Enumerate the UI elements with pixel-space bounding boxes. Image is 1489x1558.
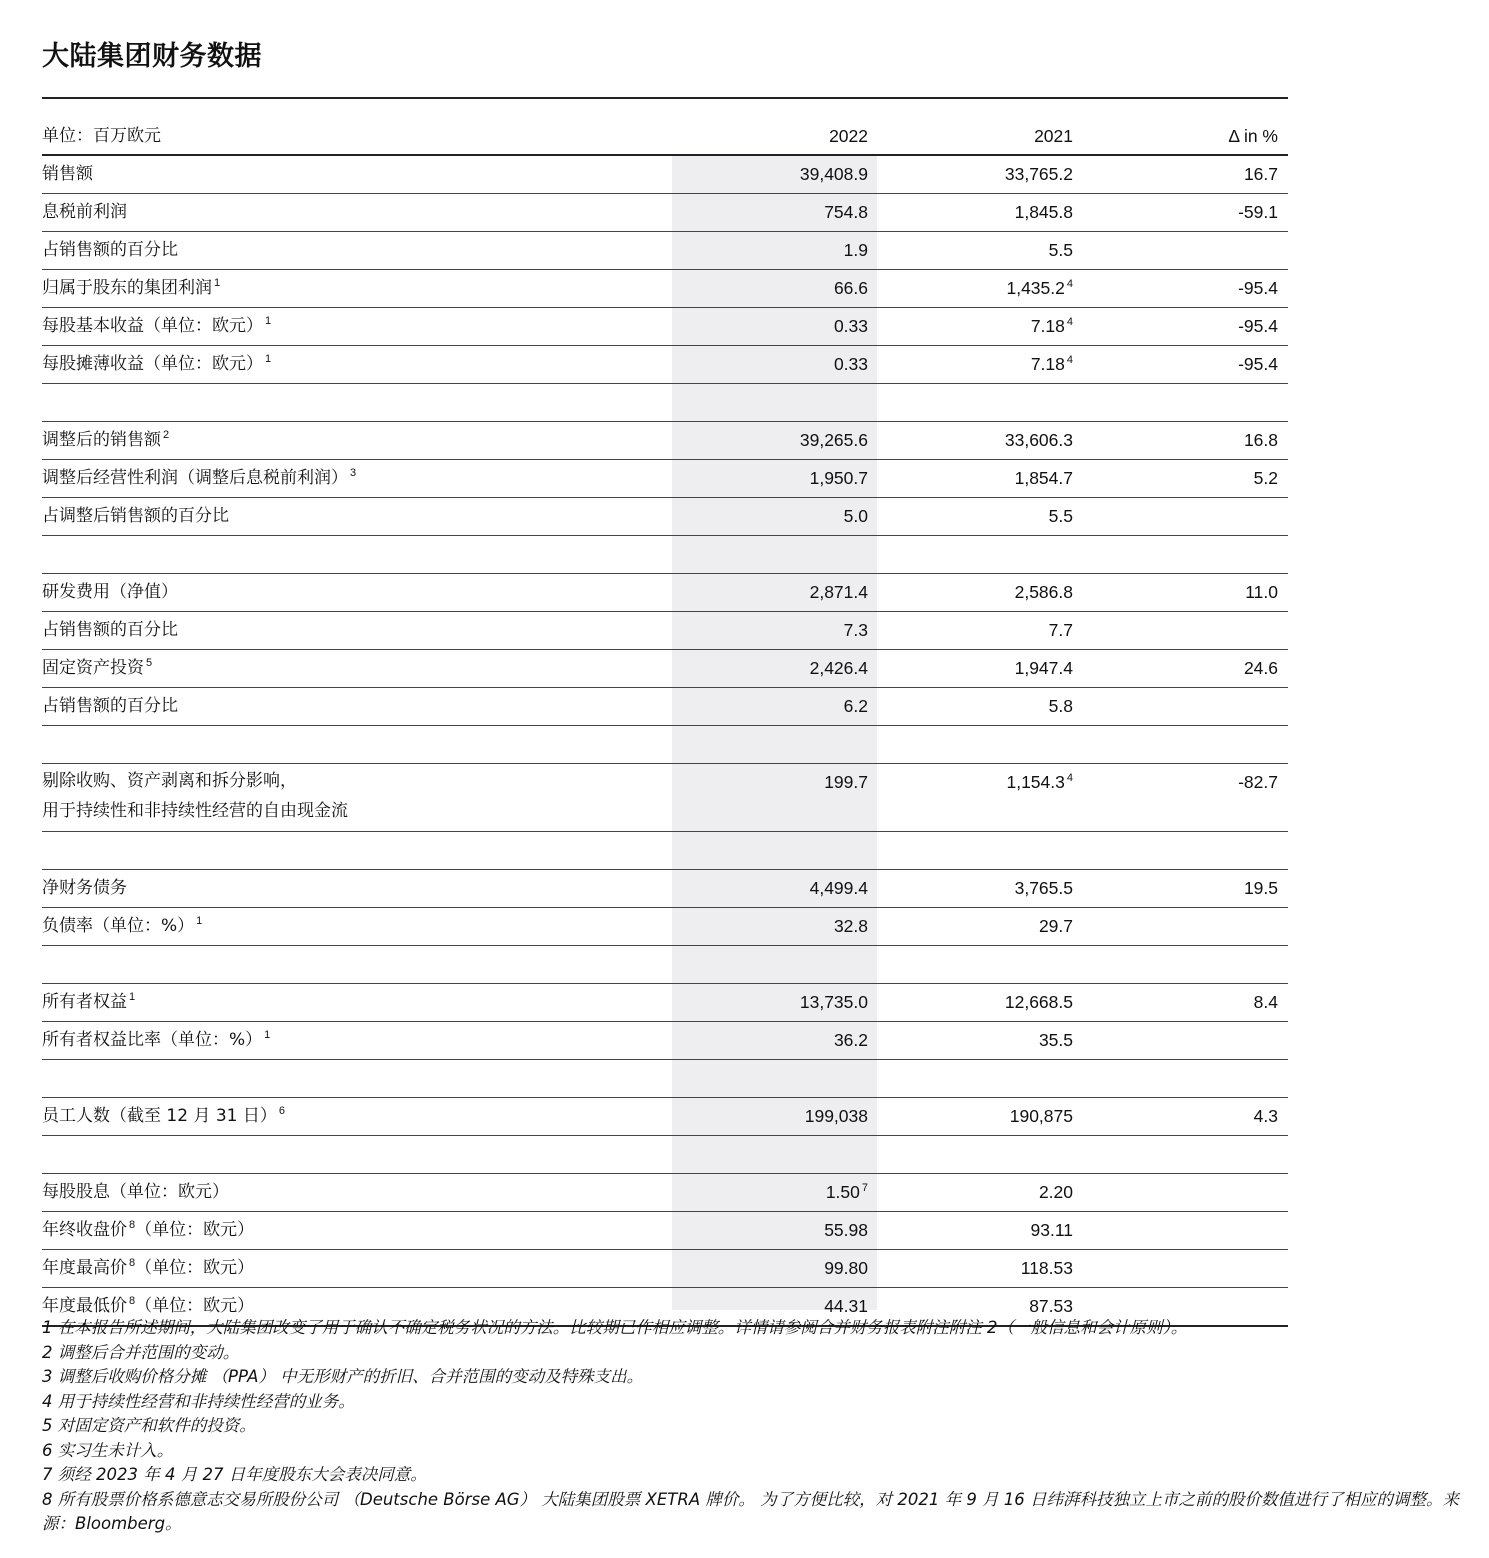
- table-row: [42, 308, 1288, 346]
- row-label-text: 负债率（单位：%）: [42, 916, 195, 936]
- row-label: [42, 1294, 662, 1318]
- footnote-item: 4 用于持续性经营和非持续性经营的业务。: [42, 1391, 355, 1411]
- value-2022: [824, 770, 868, 794]
- value-2022: [810, 656, 868, 680]
- value-2021-text: 1,845.8: [1014, 202, 1073, 222]
- value-2021: [1005, 428, 1073, 452]
- value-2022-text: 39,408.9: [799, 164, 868, 184]
- table-row: [42, 1174, 1288, 1212]
- value-2022: [800, 162, 868, 186]
- value-2022: [824, 200, 868, 224]
- table-body: [42, 156, 1288, 1327]
- value-2022-text: 6.2: [843, 696, 868, 716]
- value-delta: [1238, 770, 1278, 794]
- spacer-row: [42, 832, 1288, 870]
- row-label: [42, 200, 662, 224]
- footnote-item: 6 实习生未计入。: [42, 1440, 174, 1460]
- value-2021: [1005, 990, 1073, 1014]
- value-2022: [826, 1180, 868, 1204]
- row-label-text: 剔除收购、资产剥离和拆分影响，: [42, 771, 297, 791]
- value-2021-text: 7.7: [1048, 620, 1073, 640]
- value-2022-text: 13,735.0: [799, 992, 868, 1012]
- value-2021: [1039, 914, 1073, 938]
- table-row: [42, 612, 1288, 650]
- col-header-2021: 2021: [1034, 126, 1073, 146]
- table-row: [42, 688, 1288, 726]
- row-label: [42, 1218, 662, 1242]
- value-2021: [1039, 1028, 1073, 1052]
- value-2022: [834, 276, 868, 300]
- footnote-ref: 7: [861, 1182, 868, 1194]
- spacer-row: [42, 536, 1288, 574]
- value-2021: [1015, 876, 1073, 900]
- row-label-text: 每股基本收益（单位：欧元）: [42, 316, 263, 336]
- row-label-text: 固定资产投资: [42, 658, 144, 678]
- value-2021-text: 1,435.2: [1006, 278, 1065, 298]
- footnotes: [42, 1316, 1462, 1537]
- value-2022-text: 2,426.4: [809, 658, 868, 678]
- table-row: [42, 346, 1288, 384]
- value-2022-text: 2,871.4: [809, 582, 868, 602]
- row-label-text: 归属于股东的集团利润: [42, 278, 212, 298]
- table-row: [42, 498, 1288, 536]
- value-2021-text: 5.5: [1048, 240, 1073, 260]
- value-2021-text: 33,606.3: [1004, 430, 1073, 450]
- value-delta-text: -82.7: [1238, 772, 1278, 792]
- footnote-ref: 6: [278, 1105, 286, 1117]
- footnote-ref: 5: [146, 657, 153, 669]
- row-label: [42, 352, 662, 376]
- spacer-row: [42, 726, 1288, 764]
- spacer-row: [42, 946, 1288, 984]
- value-2022-text: 32.8: [833, 916, 868, 936]
- value-2022-text: 36.2: [833, 1030, 868, 1050]
- row-label: [42, 990, 662, 1014]
- row-label: [42, 162, 662, 186]
- row-label-text: 占调整后销售额的百分比: [42, 506, 229, 526]
- value-2022: [844, 238, 868, 262]
- row-label: [42, 1028, 662, 1052]
- row-label-text: 每股摊薄收益（单位：欧元）: [42, 354, 263, 374]
- footnote-ref: 8: [129, 1219, 136, 1231]
- value-2021: [1031, 1218, 1074, 1242]
- row-label-text: 占销售额的百分比: [42, 240, 178, 260]
- footnote-ref: 1: [265, 315, 272, 327]
- value-2022-text: 39,265.6: [799, 430, 868, 450]
- value-2021: [1049, 618, 1073, 642]
- table-row: [42, 422, 1288, 460]
- footnote-item: 1 在本报告所述期间，大陆集团改变了用于确认不确定税务状况的方法。比较期已作相应调整。详情请参阅合并财务报表附注附注 2（一般信息和会计原则）。: [42, 1318, 1188, 1337]
- value-delta: [1245, 580, 1278, 604]
- value-delta-text: 16.8: [1243, 430, 1278, 450]
- value-delta: [1244, 876, 1278, 900]
- row-label: [42, 656, 662, 680]
- footnote-ref: 1: [129, 991, 136, 1003]
- value-2021-text: 190,875: [1009, 1106, 1073, 1126]
- value-delta-text: 4.3: [1253, 1106, 1278, 1126]
- row-label: [42, 504, 662, 528]
- value-2022: [844, 618, 868, 642]
- row-label: [42, 428, 662, 452]
- value-2022: [810, 580, 868, 604]
- table-row: [42, 1250, 1288, 1288]
- row-label: [42, 466, 662, 490]
- value-2022: [834, 352, 868, 376]
- value-2022-text: 199.7: [824, 772, 868, 792]
- table-row: [42, 574, 1288, 612]
- spacer-row: [42, 384, 1288, 422]
- table-row: [42, 156, 1288, 194]
- value-2022-text: 44.31: [824, 1296, 868, 1316]
- table-row: [42, 460, 1288, 498]
- value-delta: [1254, 1104, 1278, 1128]
- footnote-ref: 4: [1066, 354, 1073, 366]
- row-label-text: 调整后的销售额: [42, 430, 161, 450]
- row-label-suffix: （单位：欧元）: [135, 1296, 255, 1316]
- footnote-ref: 8: [129, 1257, 136, 1269]
- value-delta-text: -95.4: [1238, 316, 1278, 336]
- value-2022: [805, 1104, 868, 1128]
- row-label: [42, 580, 662, 604]
- footnote-item: 3 调整后收购价格分摊 （PPA） 中无形财产的折旧、合并范围的变动及特殊支出。: [42, 1367, 644, 1386]
- col-header-delta: Δ in %: [1228, 126, 1278, 146]
- footnote-item: 2 调整后合并范围的变动。: [42, 1342, 240, 1362]
- value-2021: [1010, 1104, 1073, 1128]
- value-2021: [1031, 352, 1073, 376]
- value-2022-text: 66.6: [833, 278, 868, 298]
- value-2021: [1006, 770, 1073, 794]
- row-label-text: 调整后经营性利润（调整后息税前利润）: [42, 468, 348, 488]
- row-label: [42, 1180, 662, 1204]
- table-row: [42, 232, 1288, 270]
- footnote-ref: 3: [350, 467, 357, 479]
- value-2022-text: 99.80: [824, 1258, 868, 1278]
- value-2022-text: 1.9: [843, 240, 868, 260]
- table-row: [42, 870, 1288, 908]
- value-2021-text: 1,854.7: [1014, 468, 1073, 488]
- value-2021-text: 7.18: [1030, 316, 1065, 336]
- spacer-row: [42, 1060, 1288, 1098]
- value-2022: [844, 504, 868, 528]
- value-2022: [810, 876, 868, 900]
- value-2021-text: 7.18: [1030, 354, 1065, 374]
- row-label: [42, 876, 662, 900]
- footnote-ref: 4: [1066, 316, 1073, 328]
- value-2021: [1015, 656, 1073, 680]
- row-label-text: 占销售额的百分比: [42, 696, 178, 716]
- row-label-text: 研发费用（净值）: [42, 582, 178, 602]
- value-delta-text: 5.2: [1253, 468, 1278, 488]
- unit-label: 单位：百万欧元: [42, 126, 161, 145]
- value-2022-text: 0.33: [833, 316, 868, 336]
- value-2021: [1049, 694, 1073, 718]
- row-label-text: 所有者权益比率（单位：%）: [42, 1030, 263, 1050]
- table-header: [42, 98, 1288, 156]
- spacer-row: [42, 1136, 1288, 1174]
- row-label: [42, 914, 662, 938]
- value-2021-text: 1,947.4: [1014, 658, 1073, 678]
- row-label-line2: 用于持续性和非持续性经营的自由现金流: [42, 801, 348, 821]
- row-label-text: 净财务债务: [42, 878, 127, 898]
- value-2022: [834, 314, 868, 338]
- value-2021: [1015, 200, 1073, 224]
- value-2022: [810, 466, 868, 490]
- value-delta: [1254, 990, 1278, 1014]
- row-label: [42, 694, 662, 718]
- table-row: [42, 1022, 1288, 1060]
- table-row: [42, 270, 1288, 308]
- row-label-text: 年度最高价: [42, 1258, 127, 1278]
- value-delta-text: 24.6: [1243, 658, 1278, 678]
- value-delta-text: -95.4: [1238, 278, 1278, 298]
- value-2021-text: 93.11: [1030, 1220, 1073, 1240]
- row-label: [42, 1104, 662, 1128]
- value-delta-text: 11.0: [1245, 582, 1278, 602]
- value-delta-text: 19.5: [1243, 878, 1278, 898]
- value-delta-text: -59.1: [1238, 202, 1278, 222]
- value-2022-text: 0.33: [833, 354, 868, 374]
- value-2021-text: 12,668.5: [1004, 992, 1073, 1012]
- footnote-ref: 1: [214, 277, 221, 289]
- value-2022: [800, 990, 868, 1014]
- row-label-text: 息税前利润: [42, 202, 127, 222]
- value-2021: [1049, 238, 1073, 262]
- value-2022: [834, 1028, 868, 1052]
- value-2021-text: 118.53: [1020, 1258, 1073, 1278]
- value-2021: [1005, 162, 1073, 186]
- value-2022: [824, 1294, 868, 1318]
- row-label-text: 销售额: [42, 164, 93, 184]
- footnote-item: 8 所有股票价格系德意志交易所股份公司 （Deutsche Börse AG） 大陆集团股票 XETRA 牌价。 为了方便比较，对 2021 年 9 月 16 日纬湃科技独立上市之前的股价数值进行了相应的调整。来源：Bloomberg。: [42, 1489, 1460, 1533]
- value-2021-text: 3,765.5: [1014, 878, 1073, 898]
- value-2022-text: 7.3: [843, 620, 868, 640]
- value-2021: [1029, 1294, 1073, 1318]
- row-label: [42, 314, 662, 338]
- value-2021-text: 5.8: [1048, 696, 1073, 716]
- value-2022-text: 5.0: [843, 506, 868, 526]
- page-title: 大陆集团财务数据: [42, 41, 262, 72]
- row-label-text: 年度最低价: [42, 1296, 127, 1316]
- value-2021: [1021, 1256, 1073, 1280]
- footnote-ref: 4: [1066, 278, 1073, 290]
- value-2021-text: 35.5: [1038, 1030, 1073, 1050]
- value-2021-text: 29.7: [1038, 916, 1073, 936]
- value-2021: [1006, 276, 1073, 300]
- footnote-ref: 1: [196, 915, 203, 927]
- row-label-text: 员工人数（截至 12 月 31 日）: [42, 1106, 277, 1126]
- value-delta: [1238, 314, 1278, 338]
- row-label: [42, 238, 662, 262]
- footnote-item: 5 对固定资产和软件的投资。: [42, 1416, 256, 1435]
- value-delta-text: 16.7: [1243, 164, 1278, 184]
- row-label: [42, 766, 662, 826]
- row-label-suffix: （单位：欧元）: [135, 1258, 255, 1278]
- value-2021-text: 1,154.3: [1006, 772, 1065, 792]
- table-row: [42, 1212, 1288, 1250]
- table-row: [42, 194, 1288, 232]
- col-header-2022: 2022: [829, 126, 868, 146]
- value-delta-text: -95.4: [1238, 354, 1278, 374]
- value-2021-text: 5.5: [1048, 506, 1073, 526]
- value-2022-text: 1.50: [825, 1182, 860, 1202]
- footnote-ref: 1: [264, 1029, 271, 1041]
- value-2021-text: 2,586.8: [1014, 582, 1073, 602]
- value-2022: [844, 694, 868, 718]
- value-2022-text: 199,038: [804, 1106, 868, 1126]
- value-2022: [800, 428, 868, 452]
- row-label: [42, 1256, 662, 1280]
- value-2021-text: 87.53: [1029, 1296, 1073, 1316]
- row-label-text: 每股股息（单位：欧元）: [42, 1182, 229, 1202]
- footnote-ref: 4: [1066, 772, 1073, 784]
- value-2021: [1031, 314, 1073, 338]
- footnote-item: 7 须经 2023 年 4 月 27 日年度股东大会表决同意。: [42, 1465, 427, 1484]
- value-2021-text: 2.20: [1038, 1182, 1073, 1202]
- value-2021-text: 33,765.2: [1004, 164, 1073, 184]
- footnote-ref: 2: [163, 429, 170, 441]
- value-2021: [1015, 580, 1073, 604]
- value-2021: [1015, 466, 1073, 490]
- footnote-ref: 8: [129, 1295, 136, 1307]
- row-label-suffix: （单位：欧元）: [135, 1220, 255, 1240]
- row-label: [42, 276, 662, 300]
- value-2022-text: 754.8: [824, 202, 868, 222]
- value-delta: [1244, 656, 1278, 680]
- value-2022-text: 4,499.4: [809, 878, 868, 898]
- value-2022-text: 55.98: [824, 1220, 868, 1240]
- value-delta: [1238, 352, 1278, 376]
- value-2022: [834, 914, 868, 938]
- value-delta: [1244, 428, 1278, 452]
- value-delta: [1254, 466, 1278, 490]
- table-row: [42, 908, 1288, 946]
- row-label-text: 年终收盘价: [42, 1220, 127, 1240]
- value-delta: [1238, 276, 1278, 300]
- value-2022: [824, 1256, 868, 1280]
- value-2022-text: 1,950.7: [809, 468, 868, 488]
- row-label-text: 占销售额的百分比: [42, 620, 178, 640]
- value-delta: [1244, 162, 1278, 186]
- table-row: [42, 1098, 1288, 1136]
- table-row: [42, 984, 1288, 1022]
- value-2021: [1039, 1180, 1073, 1204]
- row-label-text: 所有者权益: [42, 992, 127, 1012]
- value-delta: [1238, 200, 1278, 224]
- value-delta-text: 8.4: [1253, 992, 1278, 1012]
- row-label: [42, 618, 662, 642]
- financial-table: [42, 98, 1288, 1327]
- footnote-ref: 1: [265, 353, 272, 365]
- value-2021: [1049, 504, 1073, 528]
- table-row: [42, 650, 1288, 688]
- table-row: [42, 764, 1288, 832]
- value-2022: [824, 1218, 868, 1242]
